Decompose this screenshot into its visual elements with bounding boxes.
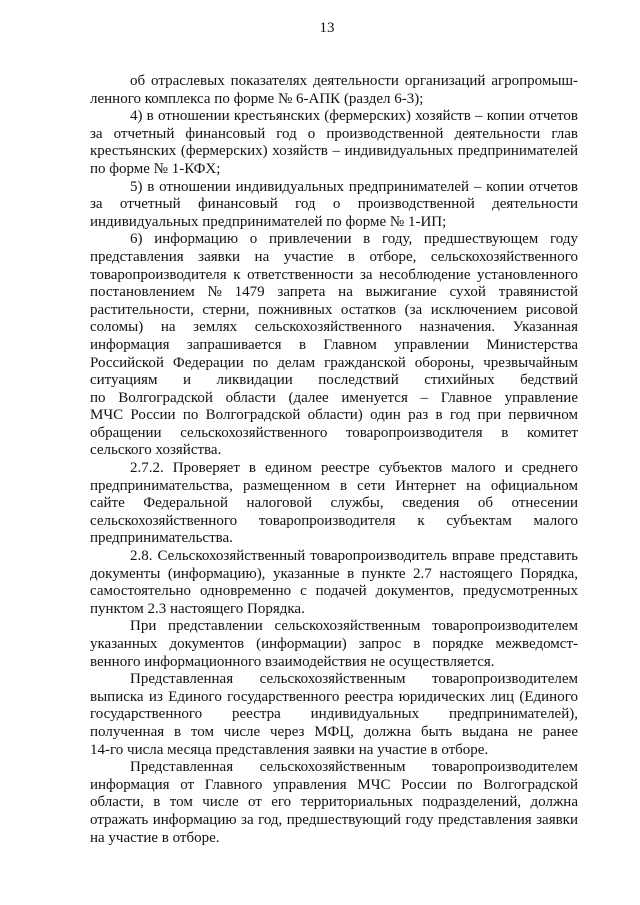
text-line: Представленная сельскохозяйственным товаропроизводителем [130,671,578,688]
text-line: обращении сельскохозяйственного товаропроизводителя в комитет [90,424,578,441]
text-line: об отраслевых показателях деятельности организаций агропромыш- [130,73,578,89]
paragraph-8 [90,671,578,759]
text-line: государственного реестра индивидуальных предпринимателей), [90,706,578,723]
text-line: самостоятельно одновременно с подачей документов, предусмотренных [90,583,578,600]
text-line: 14-го числа месяца представления заявки на участие в отборе. [90,741,489,758]
text-line: документы (информацию), указанные в пункте 2.7 настоящего Порядка, [90,565,578,582]
text-line: МЧС России по Волгоградской области) один раз в год при первичном [90,407,578,424]
text-line: выписка из Единого государственного реестра юридических лиц (Единого [90,688,578,705]
text-line: 5) в отношении индивидуальных предпринимателей – копии отчетов [130,178,578,195]
text-line: индивидуальных предпринимателей по форме № 1-ИП; [90,213,447,230]
text-line: предпринимательства, размещенном в сети Интернет на официальном [90,477,578,494]
paragraph-6 [90,548,578,618]
text-line: При представлении сельскохозяйственным товаропроизводителем [130,618,578,635]
text-line: Представленная сельскохозяйственным товаропроизводителем [130,759,578,776]
text-line: ленного комплекса по форме № 6-АПК (раздел 6-3); [90,90,424,107]
paragraph-1 [90,73,578,108]
text-line: предпринимательства. [90,530,233,547]
page-number: 13 [319,20,335,36]
body-text [90,73,578,847]
text-line: полученная в том числе через МФЦ, должна быть выдана не ранее [90,723,578,740]
text-line: по форме № 1-КФХ; [90,160,221,177]
text-line: сельского хозяйства. [90,442,222,459]
text-line: указанных документов (информации) запрос в порядке межведомст- [90,636,578,652]
text-line: представления заявки на участие в отборе, сельскохозяйственного [90,248,578,265]
text-line: товаропроизводителя к ответственности за несоблюдение установленного [90,266,578,283]
text-line: соломы) на землях сельскохозяйственного назначения. Указанная [90,319,578,336]
text-line: растительности, стерни, пожнивных остатков (за исключением рисовой [90,301,578,318]
text-line: по Волгоградской области (далее именуется – Главное управление [90,389,578,406]
text-line: за отчетный финансовый год о производственной деятельности глав [90,125,578,142]
text-line: области, в том числе от его территориальных подразделений, должна [90,794,578,811]
paragraph-7 [90,618,578,671]
paragraph-2 [90,108,578,178]
text-line: на участие в отборе. [90,829,220,846]
text-line: отражать информацию за год, предшествующий году представления заявки [90,811,578,828]
text-line: 4) в отношении крестьянских (фермерских) хозяйств – копии отчетов [130,108,578,125]
text-line: 6) информацию о привлечении в году, предшествующем году [130,231,578,248]
paragraph-3 [90,179,578,232]
paragraph-9 [90,759,578,847]
text-line: 2.7.2. Проверяет в едином реестре субъектов малого и среднего [130,460,578,477]
text-line: венного информационного взаимодействия не осуществляется. [90,653,495,670]
text-line: сайте Федеральной налоговой службы, сведения об отнесении [90,495,578,512]
text-line: информация от Главного управления МЧС России по Волгоградской [90,776,578,793]
text-line: информация запрашивается в Главном управлении Министерства [90,336,578,353]
paragraph-4 [90,231,578,460]
text-line: за отчетный финансовый год о производственной деятельности [90,196,578,213]
text-line: сельскохозяйственного товаропроизводителя к субъектам малого [90,512,578,529]
text-line: пунктом 2.3 настоящего Порядка. [90,600,305,617]
text-line: крестьянских (фермерских) хозяйств – индивидуальных предпринимателей [90,143,578,160]
text-line: постановлением № 1479 запрета на выжигание сухой травянистой [90,284,578,301]
text-line: ситуациям и ликвидации последствий стихийных бедствий [90,372,578,389]
text-line: Российской Федерации по делам гражданской обороны, чрезвычайным [90,354,578,371]
text-line: 2.8. Сельскохозяйственный товаропроизводитель вправе представить [130,548,578,565]
paragraph-5 [90,460,578,548]
